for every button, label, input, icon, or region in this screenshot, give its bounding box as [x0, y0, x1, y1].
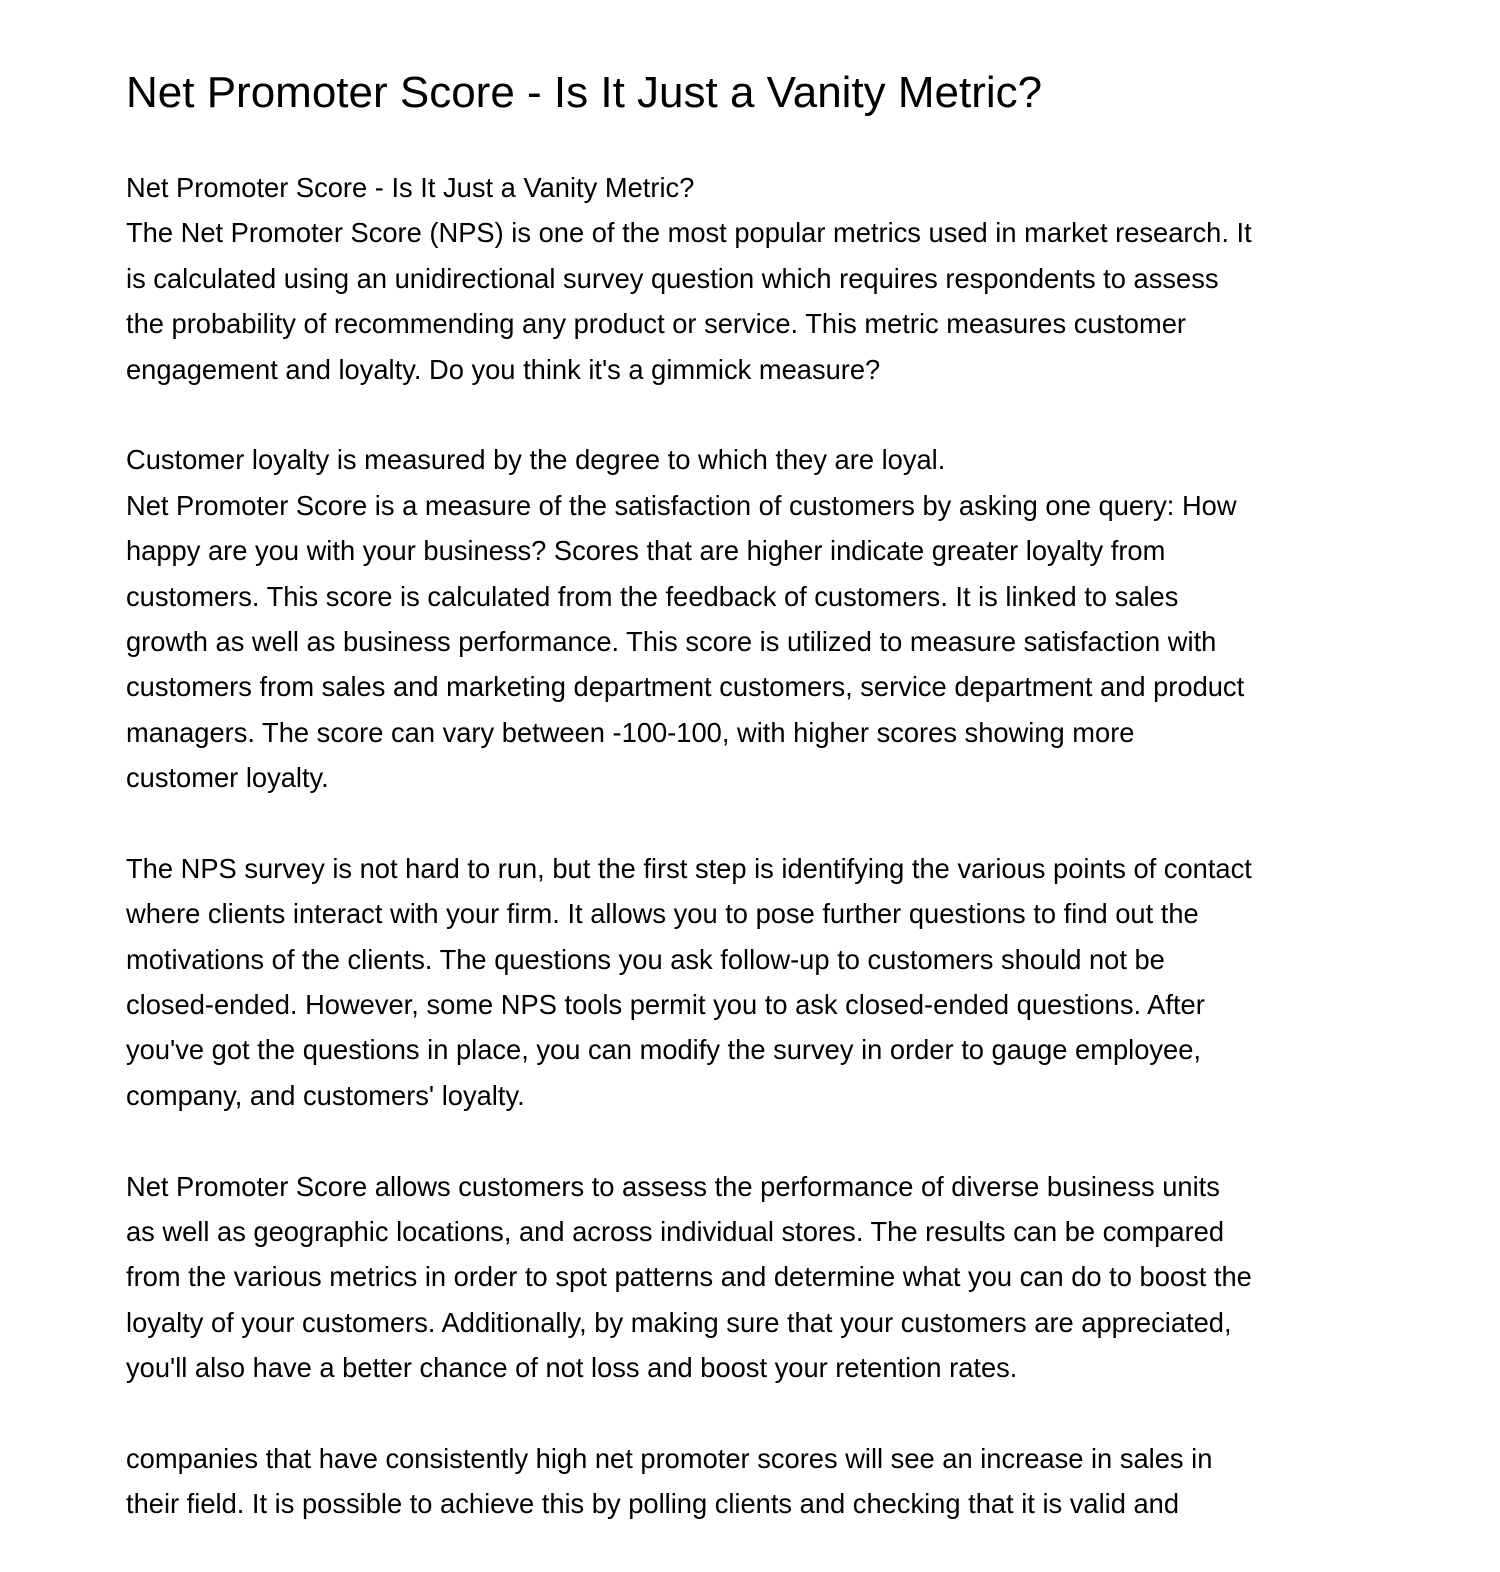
text-line: growth as well as business performance. This score is utilized to measure satisfaction with [126, 625, 1217, 657]
text-line: Customer loyalty is measured by the degree to which they are loyal. [126, 444, 946, 476]
paragraph [126, 1436, 1386, 1527]
paragraph [126, 437, 1386, 800]
text-line: you've got the questions in place, you can modify the survey in order to gauge employee, [126, 1034, 1201, 1066]
text-line: The Net Promoter Score (NPS) is one of the most popular metrics used in market research. It [126, 217, 1252, 249]
text-line: Net Promoter Score allows customers to assess the performance of diverse business units [126, 1170, 1220, 1202]
text-line: loyalty of your customers. Additionally, by making sure that your customers are appreciated, [126, 1306, 1232, 1338]
text-line: from the various metrics in order to spot patterns and determine what you can do to boost the [126, 1261, 1252, 1293]
text-line: where clients interact with your firm. It allows you to pose further questions to find out the [126, 898, 1199, 930]
text-line: managers. The score can vary between -100-100, with higher scores showing more [126, 716, 1135, 748]
text-line: you'll also have a better chance of not loss and boost your retention rates. [126, 1352, 1018, 1384]
paragraph [126, 846, 1386, 1118]
paragraph [126, 1164, 1386, 1391]
text-line: engagement and loyalty. Do you think it's a gimmick measure? [126, 353, 881, 385]
text-line: their field. It is possible to achieve this by polling clients and checking that it is valid and [126, 1488, 1180, 1520]
text-line: is calculated using an unidirectional survey question which requires respondents to assess [126, 262, 1219, 294]
text-line: closed-ended. However, some NPS tools permit you to ask closed-ended questions. After [126, 989, 1205, 1021]
text-line: Net Promoter Score is a measure of the satisfaction of customers by asking one query: How [126, 489, 1237, 521]
text-line: happy are you with your business? Scores that are higher indicate greater loyalty from [126, 535, 1166, 567]
text-line: companies that have consistently high net promoter scores will see an increase in sales in [126, 1442, 1213, 1474]
text-line: as well as geographic locations, and across individual stores. The results can be compared [126, 1215, 1225, 1247]
text-line: the probability of recommending any product or service. This metric measures customer [126, 308, 1186, 340]
text-line: motivations of the clients. The questions you ask follow-up to customers should not be [126, 943, 1165, 975]
text-line: company, and customers' loyalty. [126, 1079, 525, 1111]
text-line: Net Promoter Score - Is It Just a Vanity Metric? [126, 172, 695, 203]
paragraph [126, 165, 1386, 392]
text-line: The NPS survey is not hard to run, but the first step is identifying the various points of contact [126, 852, 1252, 884]
text-line: customers from sales and marketing department customers, service department and product [126, 671, 1245, 703]
document-title: Net Promoter Score - Is It Just a Vanity Metric? [126, 68, 1043, 117]
document-body [126, 165, 1386, 1572]
text-line: customer loyalty. [126, 762, 329, 794]
text-line: customers. This score is calculated from the feedback of customers. It is linked to sales [126, 580, 1179, 612]
